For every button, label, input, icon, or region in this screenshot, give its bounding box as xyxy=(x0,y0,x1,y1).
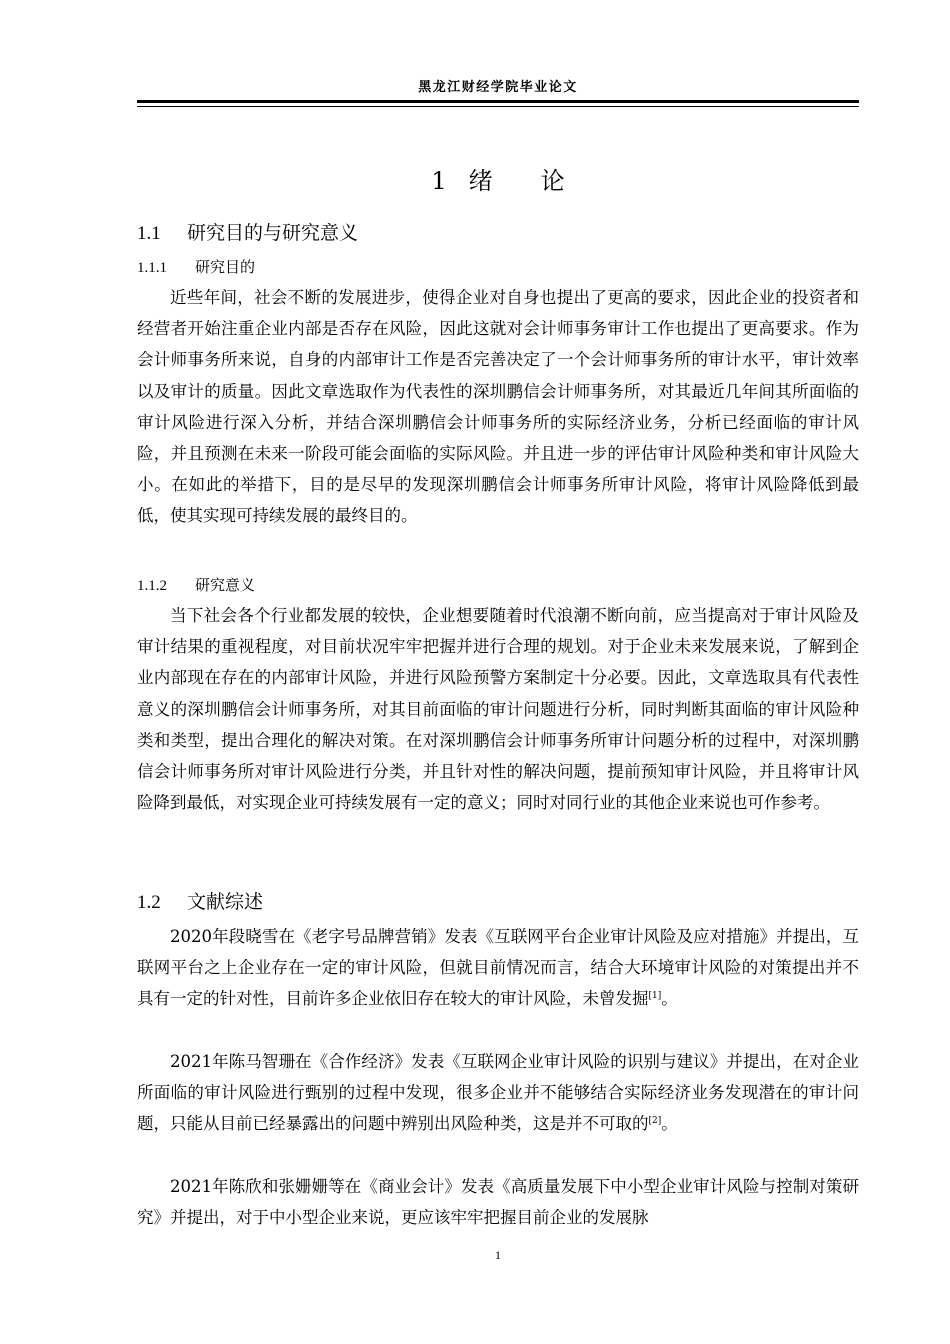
paragraph-text: 2020年段晓雪在《老字号品牌营销》发表《互联网平台企业审计风险及应对措施》并提出，互联网平台之上企业存在一定的审计风险，但就目前情况而言，结合大环境审计风险的对策提出并不具有一定的针对性，目前许多企业依旧存在较大的审计风险，未曾发掘 xyxy=(137,927,859,1009)
section-heading-1-1 xyxy=(137,219,358,248)
subsection-title: 研究意义 xyxy=(195,576,256,594)
chapter-number: 1 xyxy=(431,167,447,195)
subsection-title: 研究目的 xyxy=(195,258,256,276)
chapter-title-part2: 论 xyxy=(540,167,565,195)
citation-ref: [2] xyxy=(648,1116,662,1127)
paragraph-literature-3: 2021年陈欣和张姗姗等在《商业会计》发表《高质量发展下中小型企业审计风险与控制对策研究》并提出，对于中小型企业来说，更应该牢牢把握目前企业的发展脉 xyxy=(137,1177,859,1228)
citation-ref: [1] xyxy=(648,991,662,1002)
subsection-heading-1-1-1 xyxy=(137,256,255,279)
section-title: 研究目的与研究意义 xyxy=(187,222,359,244)
chapter-title xyxy=(137,165,859,197)
paragraph-literature-1: 2020年段晓雪在《老字号品牌营销》发表《互联网平台企业审计风险及应对措施》并提出，互联网平台之上企业存在一定的审计风险，但就目前情况而言，结合大环境审计风险的对策提出并不具有一定的针对性，目前许多企业依旧存在较大的审计风险，未曾发掘[1]。 xyxy=(137,927,859,1009)
subsection-number: 1.1.2 xyxy=(137,578,167,594)
paragraph-text: 2021年陈马智珊在《合作经济》发表《互联网企业审计风险的识别与建议》并提出，在对企业所面临的审计风险进行甄别的过程中发现，很多企业并不能够结合实际经济业务发现潜在的审计问题，只能从目前已经暴露出的问题中辨别出风险种类，这是并不可取的 xyxy=(137,1052,859,1134)
paragraph-research-significance: 当下社会各个行业都发展的较快，企业想要随着时代浪潮不断向前，应当提高对于审计风险及审计结果的重视程度，对目前状况牢牢把握并进行合理的规划。对于企业未来发展来说，了解到企业内部现在存在的内部审计风险，并进行风险预警方案制定十分必要。因此，文章选取具有代表性意义的深圳鹏信会计师事务所，对其目前面临的审计问题进行分析，同时判断其面临的审计风险种类和类型，提出合理化的解决对策。在对深圳鹏信会计师事务所审计问题分析的过程中，对深圳鹏信会计师事务所对审计风险进行分类，并且针对性的解决问题，提前预知审计风险，并且将审计风险降到最低，对实现企业可持续发展有一定的意义；同时对同行业的其他企业来说也可作参考。 xyxy=(137,606,859,813)
section-number: 1.2 xyxy=(137,892,161,913)
paragraph-research-purpose: 近些年间，社会不断的发展进步，使得企业对自身也提出了更高的要求，因此企业的投资者和经营者开始注重企业内部是否存在风险，因此这就对会计师事务审计工作也提出了更高要求。作为会计师事务所来说，自身的内部审计工作是否完善决定了一个会计师事务所的审计水平，审计效率以及审计的质量。因此文章选取作为代表性的深圳鹏信会计师事务所，对其最近几年间其所面临的审计风险进行深入分析，并结合深圳鹏信会计师事务所的实际经济业务，分析已经面临的审计风险，并且预测在未来一阶段可能会面临的实际风险。并且进一步的评估审计风险种类和审计风险大小。在如此的举措下，目的是尽早的发现深圳鹏信会计师事务所审计风险，将审计风险降低到最低，使其实现可持续发展的最终目的。 xyxy=(137,288,859,526)
header-rule-thick xyxy=(137,100,859,103)
running-header: 黑龙江财经学院毕业论文 xyxy=(418,80,578,95)
subsection-number: 1.1.1 xyxy=(137,260,167,276)
header-rule-thin xyxy=(137,106,859,107)
subsection-heading-1-1-2 xyxy=(137,574,255,597)
section-heading-1-2 xyxy=(137,888,263,917)
chapter-title-part1: 绪 xyxy=(468,167,493,195)
section-title: 文献综述 xyxy=(187,891,264,913)
page-number: 1 xyxy=(495,1248,501,1262)
section-number: 1.1 xyxy=(137,223,161,244)
paragraph-literature-2: 2021年陈马智珊在《合作经济》发表《互联网企业审计风险的识别与建议》并提出，在对企业所面临的审计风险进行甄别的过程中发现，很多企业并不能够结合实际经济业务发现潜在的审计问题，只能从目前已经暴露出的问题中辨别出风险种类，这是并不可取的[2]。 xyxy=(137,1052,859,1134)
